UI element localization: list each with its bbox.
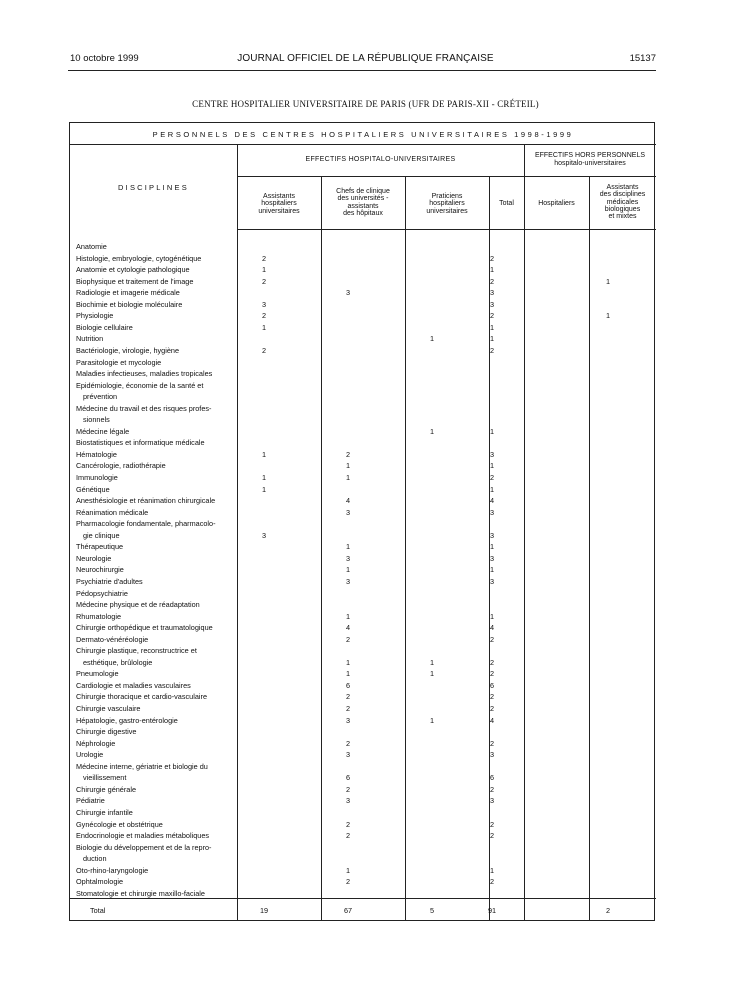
table-row xyxy=(70,472,656,484)
total-total: 91 xyxy=(487,906,497,915)
cell-total: 1 xyxy=(489,322,495,332)
total-row xyxy=(70,905,656,917)
discipline-label: Biologie cellulaire xyxy=(76,322,233,334)
discipline-label: Médecine légale xyxy=(76,426,233,438)
table-row xyxy=(70,726,656,738)
cell-total: 2 xyxy=(489,819,495,829)
cell-chefs: 1 xyxy=(345,542,351,552)
table-row xyxy=(70,333,656,345)
discipline-label: Chirurgie générale xyxy=(76,784,233,796)
discipline-label: vieillissement xyxy=(83,772,233,784)
cell-chefs: 3 xyxy=(345,553,351,563)
cell-total: 3 xyxy=(489,299,495,309)
cell-chefs: 6 xyxy=(345,773,351,783)
discipline-label: Cardiologie et maladies vasculaires xyxy=(76,680,233,692)
discipline-label: Pédopsychiatrie xyxy=(76,588,233,600)
cell-total: 2 xyxy=(489,634,495,644)
discipline-label: duction xyxy=(83,853,233,865)
table-row xyxy=(70,484,656,496)
cell-total: 4 xyxy=(489,715,495,725)
table-row xyxy=(70,426,656,438)
cell-total: 1 xyxy=(489,865,495,875)
discipline-label: Stomatologie et chirurgie maxillo-faciale xyxy=(76,888,233,900)
effectifs-hors-header-line2: hospitalo-universitaires xyxy=(554,159,626,167)
table-row xyxy=(70,380,656,403)
col-header-praticiens: Praticiens hospitaliers universitaires xyxy=(426,193,468,215)
discipline-label: Neurochirurgie xyxy=(76,564,233,576)
discipline-label: Thérapeutique xyxy=(76,541,233,553)
effectifs-hors-header xyxy=(524,152,656,167)
cell-chefs: 3 xyxy=(345,750,351,760)
table-row xyxy=(70,253,656,265)
cell-chefs: 3 xyxy=(345,576,351,586)
col-header-hospitaliers: Hospitaliers xyxy=(538,200,575,207)
cell-total: 1 xyxy=(489,461,495,471)
cell-chefs: 2 xyxy=(345,692,351,702)
discipline-label: Psychiatrie d'adultes xyxy=(76,576,233,588)
cell-total: 3 xyxy=(489,507,495,517)
col-header-chefs: Chefs de clinique des universités - assistants des hôpitaux xyxy=(336,188,390,218)
cell-assistants: 3 xyxy=(261,299,267,309)
table-row xyxy=(70,645,656,668)
table-row xyxy=(70,368,656,380)
cell-total: 3 xyxy=(489,796,495,806)
cell-assistants: 2 xyxy=(261,311,267,321)
cell-chefs: 3 xyxy=(345,715,351,725)
discipline-label: Oto-rhino-laryngologie xyxy=(76,865,233,877)
cell-total: 3 xyxy=(489,576,495,586)
discipline-label: Dermato-vénéréologie xyxy=(76,634,233,646)
table-row xyxy=(70,680,656,692)
cell-chefs: 2 xyxy=(345,704,351,713)
cell-total: 1 xyxy=(489,565,495,575)
discipline-label: Anatomie xyxy=(76,241,233,253)
discipline-label: Biochimie et biologie moléculaire xyxy=(76,299,233,311)
cell-chefs: 1 xyxy=(345,611,351,621)
cell-chefs: 3 xyxy=(345,796,351,806)
cell-total: 2 xyxy=(489,657,495,667)
discipline-label: Biologie du développement et de la repro- xyxy=(76,842,212,852)
discipline-label: Endocrinologie et maladies métaboliques xyxy=(76,830,233,842)
cell-assistants-disciplines: 1 xyxy=(605,276,611,286)
table-row xyxy=(70,599,656,611)
cell-total: 6 xyxy=(489,773,495,783)
table-row xyxy=(70,576,656,588)
table-row xyxy=(70,564,656,576)
discipline-label: Médecine du travail et des risques profes- xyxy=(76,403,212,413)
discipline-label: Anatomie et cytologie pathologique xyxy=(76,264,233,276)
discipline-label: Urologie xyxy=(76,749,233,761)
cell-chefs: 4 xyxy=(345,496,351,506)
discipline-label: Ophtalmologie xyxy=(76,876,233,888)
cell-assistants: 2 xyxy=(261,253,267,263)
document-subtitle: CENTRE HOSPITALIER UNIVERSITAIRE DE PARIS (UFR DE PARIS-XII - CRÉTEIL) xyxy=(192,99,539,109)
cell-total: 3 xyxy=(489,530,495,540)
table-row xyxy=(70,345,656,357)
disciplines-header: DISCIPLINES xyxy=(118,183,189,192)
cell-total: 2 xyxy=(489,669,495,679)
col-header-assistants-disciplines: Assistants des disciplines médicales biologiques et mixtes xyxy=(599,184,646,221)
discipline-label: Pneumologie xyxy=(76,668,233,680)
column-header-rule xyxy=(237,229,656,230)
discipline-label: Nutrition xyxy=(76,333,233,345)
discipline-label: Neurologie xyxy=(76,553,233,565)
cell-total: 2 xyxy=(489,311,495,321)
discipline-label: Génétique xyxy=(76,484,233,496)
cell-chefs: 2 xyxy=(345,819,351,829)
cell-assistants: 3 xyxy=(261,530,267,540)
cell-total: 4 xyxy=(489,623,495,633)
cell-chefs: 6 xyxy=(345,680,351,690)
discipline-label: Chirurgie digestive xyxy=(76,726,233,738)
cell-assistants: 1 xyxy=(261,484,267,494)
table-row xyxy=(70,819,656,831)
discipline-label: Immunologie xyxy=(76,472,233,484)
cell-total: 2 xyxy=(489,831,495,841)
cell-total: 1 xyxy=(489,484,495,494)
table-row xyxy=(70,541,656,553)
table-row xyxy=(70,310,656,322)
cell-chefs: 1 xyxy=(345,669,351,679)
discipline-label: Médecine interne, gériatrie et biologie du xyxy=(76,761,208,771)
col-header-assistants: Assistants hospitaliers universitaires xyxy=(258,193,300,215)
discipline-label: Cancérologie, radiothérapie xyxy=(76,460,233,472)
discipline-label: Parasitologie et mycologie xyxy=(76,357,233,369)
cell-total: 1 xyxy=(489,426,495,436)
discipline-label: Néphrologie xyxy=(76,738,233,750)
discipline-label: Biostatistiques et informatique médicale xyxy=(76,437,233,449)
cell-total: 3 xyxy=(489,750,495,760)
cell-chefs: 1 xyxy=(345,865,351,875)
cell-assistants: 1 xyxy=(261,449,267,459)
table-row xyxy=(70,287,656,299)
table-row xyxy=(70,634,656,646)
personnel-table xyxy=(69,122,655,921)
cell-total: 3 xyxy=(489,553,495,563)
cell-total: 3 xyxy=(489,288,495,298)
table-row xyxy=(70,888,656,900)
cell-total: 1 xyxy=(489,611,495,621)
cell-chefs: 2 xyxy=(345,831,351,841)
discipline-label: Rhumatologie xyxy=(76,611,233,623)
total-chefs: 67 xyxy=(343,906,353,915)
table-row xyxy=(70,876,656,888)
discipline-label: Hépatologie, gastro-entérologie xyxy=(76,715,233,727)
cell-total: 2 xyxy=(489,877,495,887)
table-row xyxy=(70,668,656,680)
table-row xyxy=(70,795,656,807)
discipline-label: Chirurgie plastique, reconstructrice et xyxy=(76,646,197,656)
discipline-label: Réanimation médicale xyxy=(76,507,233,519)
table-row xyxy=(70,784,656,796)
cell-chefs: 3 xyxy=(345,288,351,298)
discipline-label: Bactériologie, virologie, hygiène xyxy=(76,345,233,357)
table-title: PERSONNELS DES CENTRES HOSPITALIERS UNIVERSITAIRES 1998-1999 xyxy=(152,130,574,139)
total-assistants: 19 xyxy=(259,906,269,915)
table-row xyxy=(70,622,656,634)
total-assistants-disciplines: 2 xyxy=(605,906,611,915)
title-rule xyxy=(70,144,656,145)
cell-total: 2 xyxy=(489,276,495,286)
cell-total: 2 xyxy=(489,473,495,482)
effectifs-hors-header-line1: EFFECTIFS HORS PERSONNELS xyxy=(534,152,646,159)
cell-assistants: 2 xyxy=(261,345,267,355)
table-row xyxy=(70,264,656,276)
cell-chefs: 2 xyxy=(345,634,351,644)
cell-total: 2 xyxy=(489,784,495,794)
cell-total: 2 xyxy=(489,692,495,702)
journal-title: JOURNAL OFFICIEL DE LA RÉPUBLIQUE FRANÇAISE xyxy=(237,53,494,64)
discipline-label: sionnels xyxy=(83,414,233,426)
discipline-label: Pharmacologie fondamentale, pharmacolo- xyxy=(76,519,216,529)
table-row xyxy=(70,715,656,727)
cell-chefs: 1 xyxy=(345,473,351,482)
discipline-label: Chirurgie orthopédique et traumatologique xyxy=(76,622,233,634)
discipline-label: gie clinique xyxy=(83,530,233,542)
table-row xyxy=(70,865,656,877)
table-row xyxy=(70,460,656,472)
cell-total: 1 xyxy=(489,334,495,344)
discipline-label: Physiologie xyxy=(76,310,233,322)
discipline-label: Hématologie xyxy=(76,449,233,461)
table-row xyxy=(70,749,656,761)
cell-total: 2 xyxy=(489,345,495,355)
table-row xyxy=(70,738,656,750)
discipline-label: esthétique, brûlologie xyxy=(83,657,233,669)
table-row xyxy=(70,518,656,541)
cell-praticiens: 1 xyxy=(429,669,435,679)
table-row xyxy=(70,830,656,842)
cell-chefs: 2 xyxy=(345,877,351,887)
header-rule xyxy=(68,70,656,71)
discipline-label: Radiologie et imagerie médicale xyxy=(76,287,233,299)
col-header-total: Total xyxy=(499,200,514,207)
cell-total: 2 xyxy=(489,253,495,263)
discipline-label: Biophysique et traitement de l'image xyxy=(76,276,233,288)
table-row xyxy=(70,807,656,819)
table-row xyxy=(70,703,656,715)
table-row xyxy=(70,691,656,703)
effectifs-hu-header: EFFECTIFS HOSPITALO-UNIVERSITAIRES xyxy=(305,156,456,163)
cell-chefs: 1 xyxy=(345,565,351,575)
discipline-label: Epidémiologie, économie de la santé et xyxy=(76,380,204,390)
discipline-label: Histologie, embryologie, cytogénétique xyxy=(76,253,233,265)
cell-praticiens: 1 xyxy=(429,657,435,667)
table-row xyxy=(70,588,656,600)
cell-praticiens: 1 xyxy=(429,334,435,344)
cell-total: 2 xyxy=(489,704,495,713)
table-row xyxy=(70,761,656,784)
discipline-label: Médecine physique et de réadaptation xyxy=(76,599,233,611)
cell-chefs: 4 xyxy=(345,623,351,633)
cell-total: 2 xyxy=(489,738,495,748)
discipline-label: Maladies infectieuses, maladies tropicales xyxy=(76,368,233,380)
cell-praticiens: 1 xyxy=(429,715,435,725)
table-row xyxy=(70,553,656,565)
table-row xyxy=(70,437,656,449)
total-label: Total xyxy=(90,905,233,917)
discipline-label: Chirurgie thoracique et cardio-vasculaire xyxy=(76,691,233,703)
discipline-label: Pédiatrie xyxy=(76,795,233,807)
cell-chefs: 2 xyxy=(345,738,351,748)
discipline-label: Chirurgie vasculaire xyxy=(76,703,233,715)
page-number: 15137 xyxy=(629,53,656,64)
discipline-label: Anesthésiologie et réanimation chirurgicale xyxy=(76,495,233,507)
page-date: 10 octobre 1999 xyxy=(70,53,139,64)
cell-total: 1 xyxy=(489,542,495,552)
table-row xyxy=(70,276,656,288)
discipline-label: Chirurgie infantile xyxy=(76,807,233,819)
table-row xyxy=(70,495,656,507)
cell-assistants-disciplines: 1 xyxy=(605,311,611,321)
cell-total: 4 xyxy=(489,496,495,506)
table-row xyxy=(70,842,656,865)
cell-assistants: 1 xyxy=(261,473,267,482)
table-row xyxy=(70,299,656,311)
cell-chefs: 1 xyxy=(345,657,351,667)
cell-chefs: 1 xyxy=(345,461,351,471)
cell-total: 6 xyxy=(489,680,495,690)
total-praticiens: 5 xyxy=(429,906,435,915)
table-row xyxy=(70,403,656,426)
cell-praticiens: 1 xyxy=(429,426,435,436)
table-row xyxy=(70,357,656,369)
table-row xyxy=(70,507,656,519)
discipline-label: prévention xyxy=(83,391,233,403)
cell-total: 3 xyxy=(489,449,495,459)
table-row xyxy=(70,322,656,334)
cell-chefs: 2 xyxy=(345,449,351,459)
table-row xyxy=(70,241,656,253)
table-row xyxy=(70,449,656,461)
cell-total: 1 xyxy=(489,265,495,275)
table-row xyxy=(70,611,656,623)
cell-assistants: 1 xyxy=(261,322,267,332)
cell-chefs: 3 xyxy=(345,507,351,517)
cell-chefs: 2 xyxy=(345,784,351,794)
cell-assistants: 2 xyxy=(261,276,267,286)
cell-assistants: 1 xyxy=(261,265,267,275)
discipline-label: Gynécologie et obstétrique xyxy=(76,819,233,831)
group-header-rule xyxy=(237,176,656,177)
